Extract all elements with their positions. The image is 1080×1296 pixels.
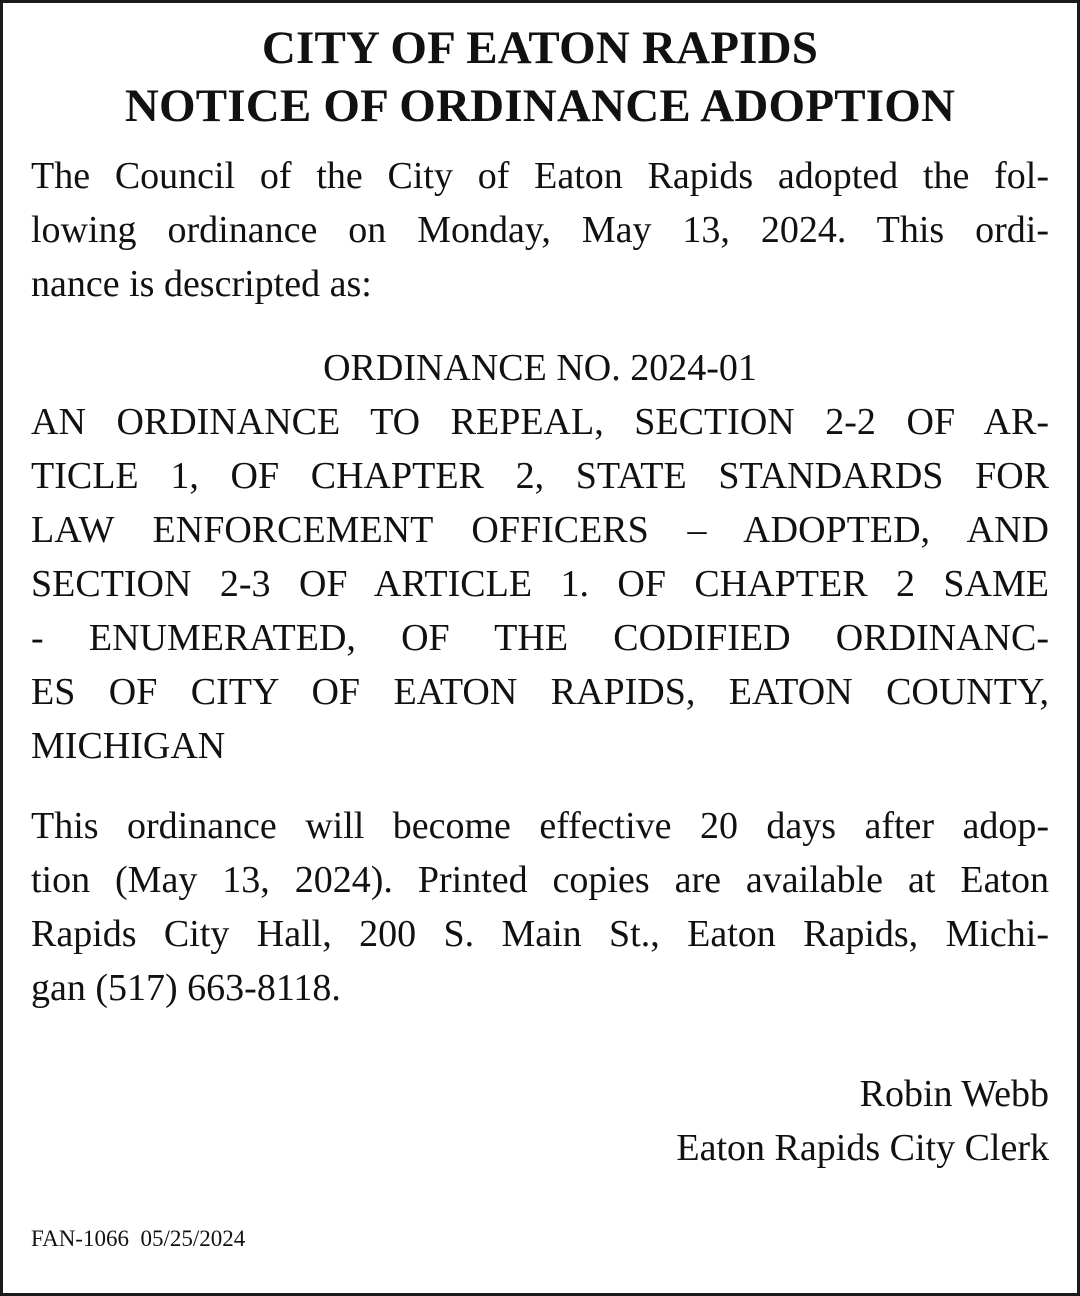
publication-code: FAN-1066 05/25/2024: [31, 1226, 246, 1251]
ordinance-line: LAW ENFORCEMENT OFFICERS – ADOPTED, AND: [31, 509, 1049, 551]
ordinance-line: MICHIGAN: [31, 725, 226, 767]
intro-line: The Council of the City of Eaton Rapids adopted the fol-: [31, 155, 1049, 197]
intro-paragraph: [31, 149, 1049, 311]
ordinance-section: [31, 341, 1049, 773]
effective-paragraph: [31, 799, 1049, 1015]
effective-line: gan (517) 663-8118.: [31, 967, 341, 1009]
ordinance-line: TICLE 1, OF CHAPTER 2, STATE STANDARDS FOR: [31, 455, 1049, 497]
intro-line: nance is descripted as:: [31, 263, 372, 305]
city-title: CITY OF EATON RAPIDS: [261, 22, 819, 74]
clerk-title: Eaton Rapids City Clerk: [676, 1127, 1049, 1169]
intro-line: lowing ordinance on Monday, May 13, 2024. This ordi-: [31, 209, 1049, 251]
ordinance-line: SECTION 2-3 OF ARTICLE 1. OF CHAPTER 2 SAME: [31, 563, 1049, 605]
clerk-name: Robin Webb: [859, 1073, 1049, 1115]
effective-line: Rapids City Hall, 200 S. Main St., Eaton Rapids, Michi-: [31, 913, 1049, 955]
notice-header: [31, 19, 1049, 135]
effective-line: This ordinance will become effective 20 days after adop-: [31, 805, 1049, 847]
signature-block: [31, 1067, 1049, 1175]
ordinance-number: ORDINANCE NO. 2024-01: [323, 347, 757, 389]
ordinance-line: - ENUMERATED, OF THE CODIFIED ORDINANC-: [31, 617, 1049, 659]
notice-title: NOTICE OF ORDINANCE ADOPTION: [124, 80, 956, 132]
effective-line: tion (May 13, 2024). Printed copies are available at Eaton: [31, 859, 1049, 901]
ordinance-line: AN ORDINANCE TO REPEAL, SECTION 2-2 OF AR-: [31, 401, 1049, 443]
ordinance-line: ES OF CITY OF EATON RAPIDS, EATON COUNTY,: [31, 671, 1049, 713]
